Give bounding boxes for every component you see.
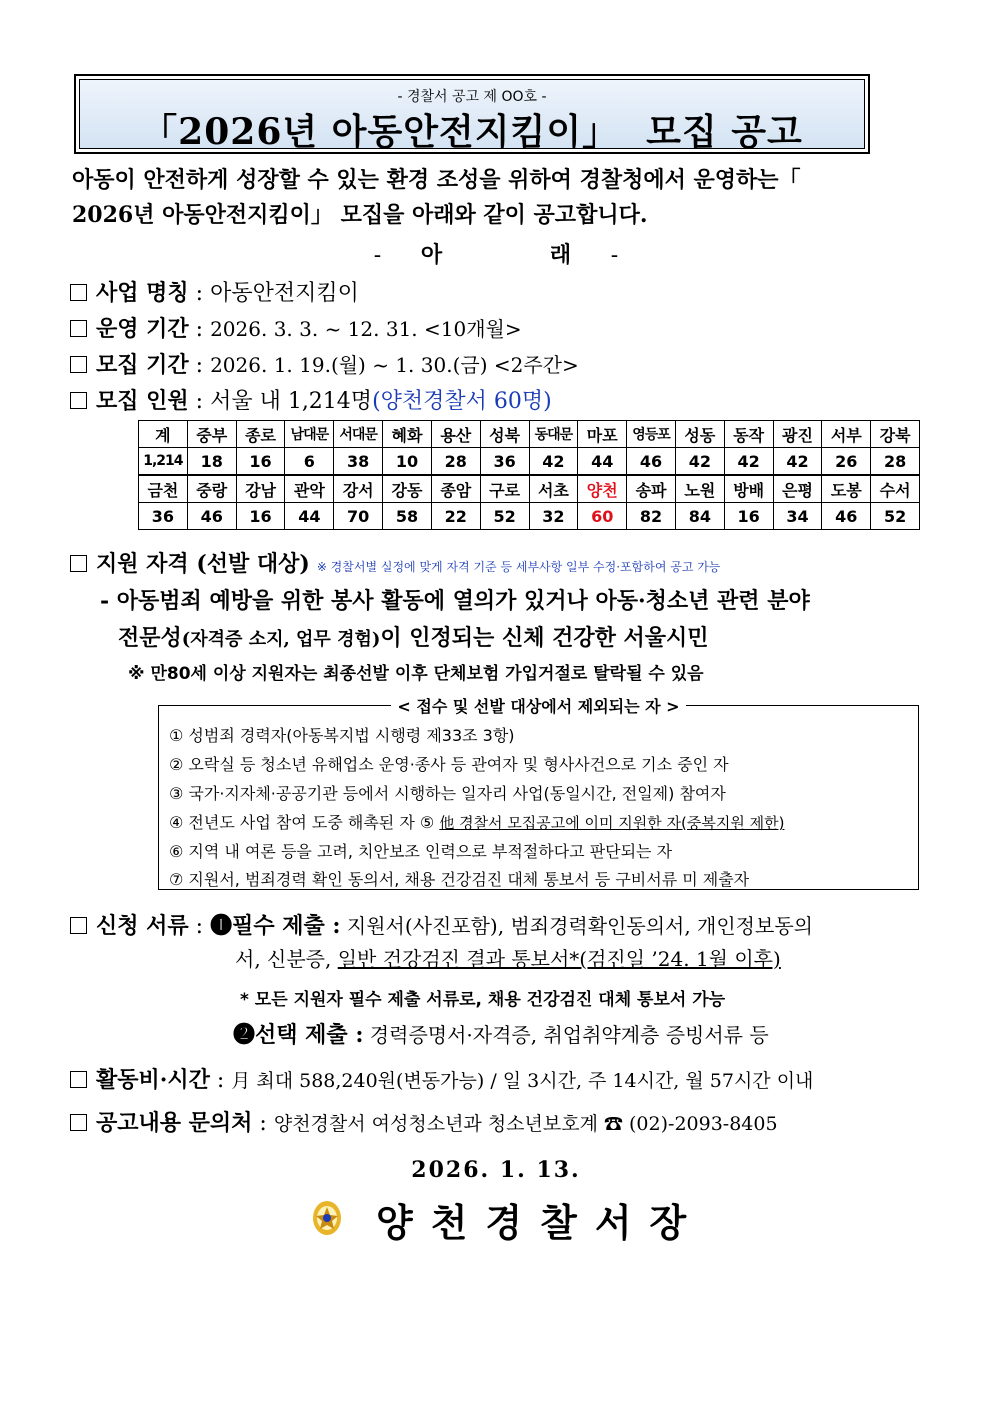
district-value-cell: 46	[627, 448, 676, 476]
district-value-cell: 58	[383, 503, 432, 530]
table-row	[139, 475, 920, 503]
district-header-cell: 송파	[627, 475, 676, 503]
exclusion-line-2: ② 오락실 등 청소년 유해업소 운영·종사 등 관여자 및 형사사건으로 기소 중인 자	[169, 755, 729, 774]
qualification-line-1: - 아동범죄 예방을 위한 봉사 활동에 열의가 있거나 아동·청소년 관련 분야	[100, 588, 810, 614]
district-value-cell: 28	[871, 448, 920, 476]
item-documents: 신청 서류 : ➊필수 제출 : 지원서(사진포함), 범죄경력확인동의서, 개인정보동의	[70, 909, 813, 940]
page-title: 「2026년 아동안전지킴이」 모집 공고	[141, 111, 803, 153]
district-value-cell: 42	[675, 448, 724, 476]
ara-dash-left: -	[373, 243, 382, 268]
district-value-cell: 38	[334, 448, 383, 476]
checkbox-icon	[70, 1114, 87, 1131]
intro-line-1: 아동이 안전하게 성장할 수 있는 환경 조성을 위하여 경찰청에서 운영하는「	[72, 167, 801, 193]
district-header-cell: 강동	[383, 475, 432, 503]
exclusion-line-4b: 他 경찰서 모집공고에 이미 지원한 자(중복지원 제한)	[439, 814, 785, 832]
district-header-cell: 금천	[139, 475, 188, 503]
operation-label: 운영 기간	[96, 316, 189, 342]
checkbox-icon	[70, 356, 87, 373]
checkbox-icon	[70, 555, 87, 572]
exclusion-title-wrap	[159, 694, 918, 717]
district-header-cell: 강북	[871, 421, 920, 448]
district-value-cell: 70	[334, 503, 383, 530]
district-header-cell: 광진	[773, 421, 822, 448]
district-value-cell: 18	[187, 448, 236, 476]
district-value-cell: 36	[139, 503, 188, 530]
documents-label: 신청 서류	[96, 913, 189, 939]
district-value-cell: 84	[675, 503, 724, 530]
documents-optional	[233, 1018, 769, 1049]
operation-value: 2026. 3. 3. ~ 12. 31. <10개월>	[210, 317, 522, 341]
district-header-cell: 종암	[431, 475, 480, 503]
business-value: 아동안전지킴이	[210, 281, 359, 306]
item-operation: 운영 기간 : 2026. 3. 3. ~ 12. 31. <10개월>	[70, 312, 522, 343]
qual-line2-b: (자격증 소지, 업무 경험)	[181, 629, 381, 650]
recruit-count-label: 모집 인원	[96, 388, 189, 414]
notice-number: - 경찰서 공고 제 OO호 -	[397, 89, 547, 105]
optional-label: ➋선택 제출 :	[233, 1022, 364, 1048]
pay-label: 활동비·시간	[96, 1067, 210, 1093]
exclusion-line-4a: ④ 전년도 사업 참여 도중 해촉된 자 ⑤	[169, 813, 440, 832]
district-value-cell: 36	[480, 448, 529, 476]
district-header-cell: 구로	[480, 475, 529, 503]
police-emblem-icon	[312, 1200, 342, 1236]
district-value-cell: 82	[627, 503, 676, 530]
business-label: 사업 명칭	[96, 280, 189, 306]
exclusion-line-3: ③ 국가·지자체·공공기관 등에서 시행하는 일자리 사업(동일시간, 전일제) 참여자	[169, 784, 726, 803]
district-value-cell: 32	[529, 503, 578, 530]
district-value-cell: 44	[285, 503, 334, 530]
district-header-cell: 마포	[578, 421, 627, 448]
district-header-cell: 방배	[724, 475, 773, 503]
district-header-cell: 계	[139, 421, 188, 448]
district-header-cell: 관악	[285, 475, 334, 503]
district-value-cell: 52	[480, 503, 529, 530]
district-header-cell: 서부	[822, 421, 871, 448]
table-row	[139, 421, 920, 448]
item-contact: 공고내용 문의처 : 양천경찰서 여성청소년과 청소년보호계 ☎ (02)-2093-8405	[70, 1106, 778, 1137]
item-business: 사업 명칭 : 아동안전지킴이	[70, 276, 359, 307]
ara-rae: 래	[549, 242, 572, 268]
distribution-table	[138, 420, 920, 530]
ara-dash-right: -	[610, 243, 619, 268]
district-value-cell: 16	[236, 503, 285, 530]
qualification-line-2	[118, 621, 709, 652]
district-value-cell: 46	[187, 503, 236, 530]
district-value-cell: 26	[822, 448, 871, 476]
district-value-cell: 42	[724, 448, 773, 476]
qual-line2-a: 전문성	[118, 625, 182, 651]
district-value-cell: 44	[578, 448, 627, 476]
district-value-cell: 22	[431, 503, 480, 530]
required-b: 서, 신분증,	[235, 947, 338, 971]
item-qualification	[70, 547, 720, 578]
signature: 양천경찰서장	[376, 1201, 705, 1245]
exclusion-title: < 접수 및 선발 대상에서 제외되는 자 >	[391, 697, 685, 716]
checkbox-icon	[70, 1071, 87, 1088]
district-header-cell: 용산	[431, 421, 480, 448]
district-value-cell: 52	[871, 503, 920, 530]
district-header-cell: 서초	[529, 475, 578, 503]
contact-value: 양천경찰서 여성청소년과 청소년보호계 ☎ (02)-2093-8405	[273, 1113, 778, 1135]
intro-line-2: 2026년 아동안전지킴이」 모집을 아래와 같이 공고합니다.	[72, 202, 648, 228]
item-recruit-count: 모집 인원 : 서울 내 1,214명(양천경찰서 60명)	[70, 384, 552, 415]
checkbox-icon	[70, 392, 87, 409]
district-header-cell: 종로	[236, 421, 285, 448]
district-header-cell: 영등포	[627, 421, 676, 448]
pay-value: 月 최대 588,240원(변동가능) / 일 3시간, 주 14시간, 월 57시간 이내	[231, 1070, 814, 1092]
district-header-cell: 성동	[675, 421, 724, 448]
district-header-cell: 서대문	[334, 421, 383, 448]
checkbox-icon	[70, 320, 87, 337]
district-value-cell: 46	[822, 503, 871, 530]
table-row	[139, 503, 920, 530]
required-label: ➊필수 제출 :	[210, 913, 341, 939]
title-box	[74, 74, 870, 154]
district-header-cell: 성북	[480, 421, 529, 448]
district-header-cell: 강서	[334, 475, 383, 503]
documents-line-2	[235, 943, 781, 972]
recruit-count-value: 서울 내 1,214명	[210, 389, 373, 414]
district-header-cell: 은평	[773, 475, 822, 503]
district-value-cell: 42	[529, 448, 578, 476]
exclusion-line-4	[169, 810, 784, 833]
required-c: 일반 건강검진 결과 통보서*(검진일 ’24. 1월 이후)	[337, 947, 781, 971]
district-value-cell: 34	[773, 503, 822, 530]
district-header-cell: 강남	[236, 475, 285, 503]
district-value-cell: 42	[773, 448, 822, 476]
recruit-count-highlight: (양천경찰서 60명)	[372, 389, 552, 414]
optional-value: 경력증명서·자격증, 취업취약계층 증빙서류 등	[363, 1023, 769, 1047]
asterisk-note: * 모든 지원자 필수 제출 서류로, 채용 건강검진 대체 통보서 가능	[240, 990, 726, 1010]
district-header-cell: 남대문	[285, 421, 334, 448]
contact-label: 공고내용 문의처	[96, 1110, 253, 1136]
district-header-cell: 수서	[871, 475, 920, 503]
exclusion-line-1: ① 성범죄 경력자(아동복지법 시행령 제33조 3항)	[169, 726, 515, 745]
table-row	[139, 448, 920, 476]
checkbox-icon	[70, 917, 87, 934]
item-pay: 활동비·시간 : 月 최대 588,240원(변동가능) / 일 3시간, 주 14시간, 월 57시간 이내	[70, 1063, 813, 1094]
district-header-cell: 노원	[675, 475, 724, 503]
ara-heading	[0, 238, 992, 269]
exclusion-box	[158, 697, 919, 890]
district-header-cell: 중부	[187, 421, 236, 448]
district-header-cell: 동대문	[529, 421, 578, 448]
district-value-cell: 16	[236, 448, 285, 476]
ara-a: 아	[420, 242, 443, 268]
exclusion-line-6: ⑦ 지원서, 범죄경력 확인 동의서, 채용 건강검진 대체 통보서 등 구비서류 미 제출자	[169, 870, 750, 889]
district-value-cell: 10	[383, 448, 432, 476]
required-a: 지원서(사진포함), 범죄경력확인동의서, 개인정보동의	[340, 914, 813, 938]
recruit-period-value: 2026. 1. 19.(월) ~ 1. 30.(금) <2주간>	[210, 353, 579, 377]
qual-line2-c: 이 인정되는 신체 건강한 서울시민	[380, 625, 709, 651]
district-value-cell: 16	[724, 503, 773, 530]
title-inner	[79, 79, 865, 153]
district-value-cell: 28	[431, 448, 480, 476]
recruit-period-label: 모집 기간	[96, 352, 189, 378]
district-header-cell: 중랑	[187, 475, 236, 503]
district-value-cell: 1,214	[139, 448, 188, 476]
item-recruit-period: 모집 기간 : 2026. 1. 19.(월) ~ 1. 30.(금) <2주간>	[70, 348, 579, 379]
district-header-cell: 도봉	[822, 475, 871, 503]
district-value-cell: 60	[578, 503, 627, 530]
exclusion-line-5: ⑥ 지역 내 여론 등을 고려, 치안보조 인력으로 부적절하다고 판단되는 자	[169, 842, 673, 861]
district-value-cell: 6	[285, 448, 334, 476]
district-header-cell: 혜화	[383, 421, 432, 448]
age-note: ※ 만80세 이상 지원자는 최종선발 이후 단체보험 가입거절로 탈락될 수 있음	[128, 664, 704, 684]
district-header-cell: 동작	[724, 421, 773, 448]
qualification-note: ※ 경찰서별 실정에 맞게 자격 기준 등 세부사항 일부 수정·포함하여 공고 가능	[316, 560, 721, 574]
district-header-cell: 양천	[578, 475, 627, 503]
checkbox-icon	[70, 284, 87, 301]
announce-date: 2026. 1. 13.	[411, 1157, 581, 1183]
qualification-label: 지원 자격 (선발 대상)	[96, 551, 310, 577]
